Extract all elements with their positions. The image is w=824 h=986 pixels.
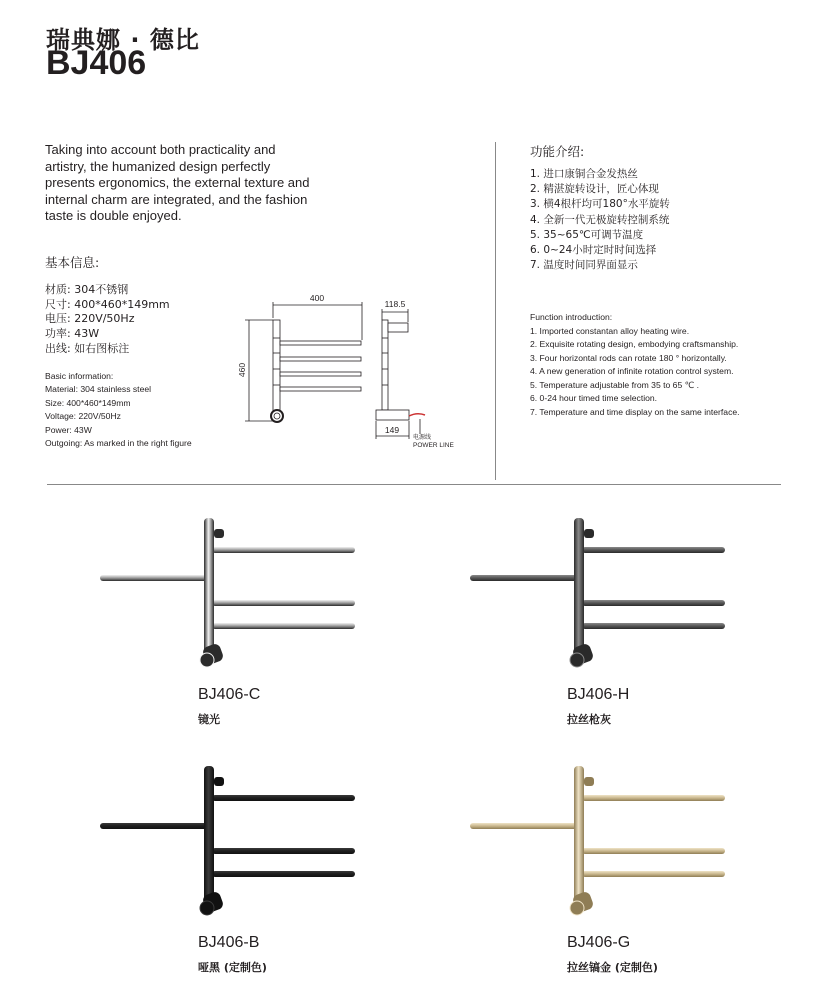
function-line: 5. 35~65℃可调节温度 [530,228,644,241]
power-line-en: POWER LINE [413,442,454,449]
rack-pole [204,518,214,653]
spec-line: 尺寸: 400*460*149mm [45,297,170,311]
function-line: 5. Temperature adjustable from 35 to 65 ℃ . [530,379,700,390]
rack-pole [204,766,214,901]
product-image-gunmetal [470,515,730,675]
product-image-brushed-gold [470,763,730,923]
function-line: 3. 横4根杆均可180°水平旋转 [530,198,670,211]
product-image-chrome [100,515,360,675]
function-line: 4. A new generation of infinite rotation control system. [530,366,734,376]
dim-height: 460 [237,362,247,378]
product-image-matte-black [100,763,360,923]
control-knob [200,653,214,667]
spec-line: Material: 304 stainless steel [45,384,152,395]
towel-rod [212,871,355,877]
intro-text: Taking into account both practicality and artistry, the humanized design perfectly presents ergonomics, the external texture and internal charm are integrated, and the fashion taste is double enjoyed. [45,142,310,223]
variant-finish: 拉丝枪灰 [567,713,611,726]
towel-rod [582,871,725,877]
variant-code: BJ406-B [198,934,260,951]
functions-title: 功能介绍: [530,144,585,159]
variant-code: BJ406-C [198,686,261,703]
spec-line: 出线: 如右图标注 [45,341,130,355]
functions-cn [530,167,670,273]
horizontal-divider [47,484,781,485]
towel-rod [470,823,582,829]
variant-finish: 镜光 [198,713,220,726]
towel-rod [212,848,355,854]
towel-rod [212,600,355,606]
rack-pole [574,518,584,653]
function-line: 1. 进口康铜合金发热丝 [530,168,638,180]
towel-rod [582,547,725,553]
towel-rod [212,795,355,801]
function-line: 7. 温度时间同界面显示 [530,259,638,272]
dim-width: 400 [309,293,325,303]
function-line: 1. Imported constantan alloy heating wire. [530,325,690,336]
towel-rod [100,575,212,581]
towel-rod [212,623,355,629]
variant-finish: 哑黑 (定制色) [198,961,267,974]
function-line: 4. 全新一代无极旋转控制系统 [530,213,670,226]
function-line: 7. Temperature and time display on the same interface. [530,406,740,417]
towel-rod [470,575,582,581]
top-knob [584,777,594,786]
towel-rod [582,848,725,854]
towel-rod [100,823,212,829]
basic-info-en [45,370,192,450]
top-knob [214,529,224,538]
dim-side-bottom: 149 [384,425,400,435]
vertical-divider [495,142,496,480]
function-line: 2. Exquisite rotating design, embodying craftsmanship. [530,339,739,349]
spec-line: Power: 43W [45,424,92,435]
spec-line: 电压: 220V/50Hz [45,312,135,326]
function-title-en: Function introduction: [530,312,613,322]
spec-title-en: Basic information: [45,371,114,381]
function-line: 2. 精湛旋转设计，匠心体现 [530,183,659,196]
variant-code: BJ406-G [567,934,631,951]
spec-line: Voltage: 220V/50Hz [45,411,121,422]
spec-line: Outgoing: As marked in the right figure [45,438,192,449]
rack-pole [574,766,584,901]
function-line: 3. Four horizontal rods can rotate 180 ° horizontally. [530,352,727,363]
towel-rod [582,600,725,606]
function-line: 6. 0~24小时定时时间选择 [530,244,657,257]
variant-finish: 拉丝镐金 (定制色) [567,961,658,974]
towel-rod [582,623,725,629]
top-knob [214,777,224,786]
control-knob [570,901,584,915]
top-knob [584,529,594,538]
spec-line: 功率: 43W [45,327,100,341]
control-knob [200,901,214,915]
towel-rod [212,547,355,553]
model-title: BJ406 [46,44,147,82]
power-line-cn: 电源线 [413,435,432,441]
basic-info-cn [45,283,170,357]
towel-rod [582,795,725,801]
control-knob [570,653,584,667]
variant-code: BJ406-H [567,686,630,703]
function-line: 6. 0-24 hour timed time selection. [530,393,658,403]
spec-line: Size: 400*460*149mm [45,397,131,408]
brand-title: 瑞典娜 · 德比 [46,26,200,54]
dimension-diagram [235,290,475,450]
spec-line: 材质: 304不锈钢 [45,283,129,296]
functions-en [530,311,740,419]
dim-side-top: 118.5 [384,299,406,309]
basic-info-title: 基本信息: [45,255,100,270]
